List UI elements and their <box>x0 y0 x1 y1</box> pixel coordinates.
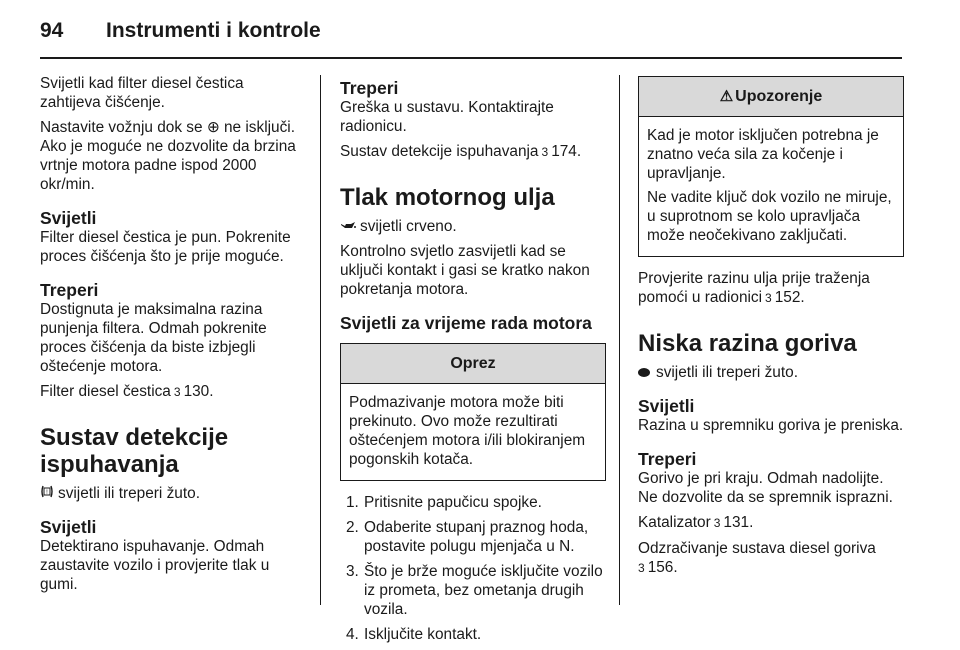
tyre-treperi-text: Greška u sustavu. Kontaktirajte radionicu. <box>340 99 554 135</box>
page-header <box>40 14 900 48</box>
subheading-svijetli-rad: Svijetli za vrijeme rada motora <box>340 313 592 333</box>
cross-reference[interactable] <box>40 382 306 402</box>
header-divider <box>40 57 902 59</box>
cross-reference-page-4: 131. <box>723 514 754 531</box>
cross-reference-page-5: 156. <box>647 559 678 576</box>
section-heading-tyre-deflation: Sustav detekcije ispuhavanja <box>40 424 229 478</box>
column-divider-2 <box>619 75 620 605</box>
column-2 <box>340 74 606 650</box>
list-item <box>340 625 606 644</box>
cross-reference-label: Filter diesel čestica <box>40 383 171 400</box>
list-item <box>340 493 606 512</box>
subheading-svijetli-2: Svijetli <box>40 517 97 537</box>
caution-box <box>340 343 606 481</box>
column-divider-1 <box>320 75 321 605</box>
oil-indicator-text: svijetli crveno. <box>360 218 457 235</box>
list-text: Isključite kontakt. <box>364 626 482 643</box>
dpf-intro-text: Svijetli kad filter diesel čestica zahtijeva čišćenje. <box>40 75 244 111</box>
subheading-svijetli-3: Svijetli <box>638 396 695 416</box>
subheading-svijetli: Svijetli <box>40 208 97 228</box>
tyre-indicator-text: svijetli ili treperi žuto. <box>58 485 200 502</box>
cross-reference-4[interactable] <box>638 513 904 533</box>
list-number: 2. <box>346 519 359 536</box>
tyre-indicator-line <box>40 484 306 503</box>
list-text: Odaberite stupanj praznog hoda, postavite polugu mjenjača u N. <box>364 519 589 555</box>
warning-box <box>638 76 904 257</box>
warning-title: Upozorenje <box>735 88 823 105</box>
list-number: 4. <box>346 626 359 643</box>
cross-reference-label-3: Provjerite razinu ulja prije traženja pomoći u radionici <box>638 270 870 306</box>
fuel-indicator-text: svijetli ili treperi žuto. <box>656 364 798 381</box>
cross-reference-label-4: Katalizator <box>638 514 711 531</box>
list-number: 1. <box>346 494 359 511</box>
page-reference-icon: 3 <box>541 145 549 159</box>
tyre-pressure-icon <box>40 484 54 503</box>
subheading-treperi-2: Treperi <box>340 78 399 98</box>
column-3 <box>638 74 904 584</box>
list-text: Što je brže moguće isključite vozilo iz prometa, bez ometanja drugih vozila. <box>364 563 603 618</box>
fuel-treperi-text: Gorivo je pri kraju. Odmah nadolijte. Ne dozvolite da se spremnik isprazni. <box>638 470 893 506</box>
page-reference-icon: 3 <box>173 385 181 399</box>
warning-header <box>639 77 903 117</box>
cross-reference-label-2: Sustav detekcije ispuhavanja <box>340 143 539 160</box>
dpf-treperi-text: Dostignuta je maksimalna razina punjenja filtera. Odmah pokrenite proces čišćenja da biste izbjegli oštećenje motora. <box>40 301 267 375</box>
warning-text-1: Kad je motor isključen potrebna je znatno veća sila za kočenje i upravljanje. <box>647 127 879 182</box>
page-reference-icon: 3 <box>765 291 772 305</box>
caution-title: Oprez <box>341 344 605 384</box>
svg-text:!: ! <box>46 490 48 496</box>
cross-reference-page: 130. <box>183 383 214 400</box>
cross-reference-5[interactable] <box>638 539 904 578</box>
column-1 <box>40 74 306 600</box>
section-heading-oil-pressure: Tlak motornog ulja <box>340 184 555 211</box>
cross-reference-3[interactable] <box>638 269 904 308</box>
warning-text-2: Ne vadite ključ dok vozilo ne miruje, u suprotnom se kolo upravljača može neočekivano zaključati. <box>647 189 892 244</box>
fuel-indicator-line <box>638 363 904 382</box>
dpf-svijetli-text: Filter diesel čestica je pun. Pokrenite proces čišćenja što je prije moguće. <box>40 229 291 265</box>
oil-can-icon <box>340 217 356 236</box>
list-number: 3. <box>346 563 359 580</box>
page-title: Instrumenti i kontrole <box>106 19 321 42</box>
cross-reference-label-5: Odzračivanje sustava diesel goriva <box>638 540 876 557</box>
fuel-svijetli-text: Razina u spremniku goriva je preniska. <box>638 417 904 434</box>
list-item <box>340 518 606 556</box>
oil-description: Kontrolno svjetlo zasvijetli kad se uključi kontakt i gasi se kratko nakon pokretanja motora. <box>340 243 590 298</box>
steps-list <box>340 493 606 644</box>
caution-text: Podmazivanje motora može biti prekinuto. Ovo može rezultirati oštećenjem motora i/ili blokiranjem pogonskih kotača. <box>349 394 586 468</box>
cross-reference-page-2: 174. <box>551 143 582 160</box>
page-reference-icon: 3 <box>638 561 645 575</box>
subheading-treperi: Treperi <box>40 280 99 300</box>
page-number: 94 <box>40 19 64 42</box>
subheading-treperi-3: Treperi <box>638 449 697 469</box>
list-item <box>340 562 606 619</box>
oil-indicator-line <box>340 217 606 236</box>
section-heading-low-fuel: Niska razina goriva <box>638 330 857 357</box>
cross-reference-2[interactable] <box>340 142 606 162</box>
warning-icon: ⚠ <box>719 88 734 105</box>
dpf-drive-text: Nastavite vožnju dok se ⊕ ne isključi. Ako je moguće ne dozvolite da brzina vrtnje motora padne ispod 2000 okr/min. <box>40 119 296 193</box>
cross-reference-page-3: 152. <box>774 289 805 306</box>
list-text: Pritisnite papučicu spojke. <box>364 494 542 511</box>
page-reference-icon: 3 <box>713 516 721 530</box>
fuel-low-icon <box>638 368 650 377</box>
tyre-svijetli-text: Detektirano ispuhavanje. Odmah zaustavite vozilo i provjerite tlak u gumi. <box>40 538 270 593</box>
